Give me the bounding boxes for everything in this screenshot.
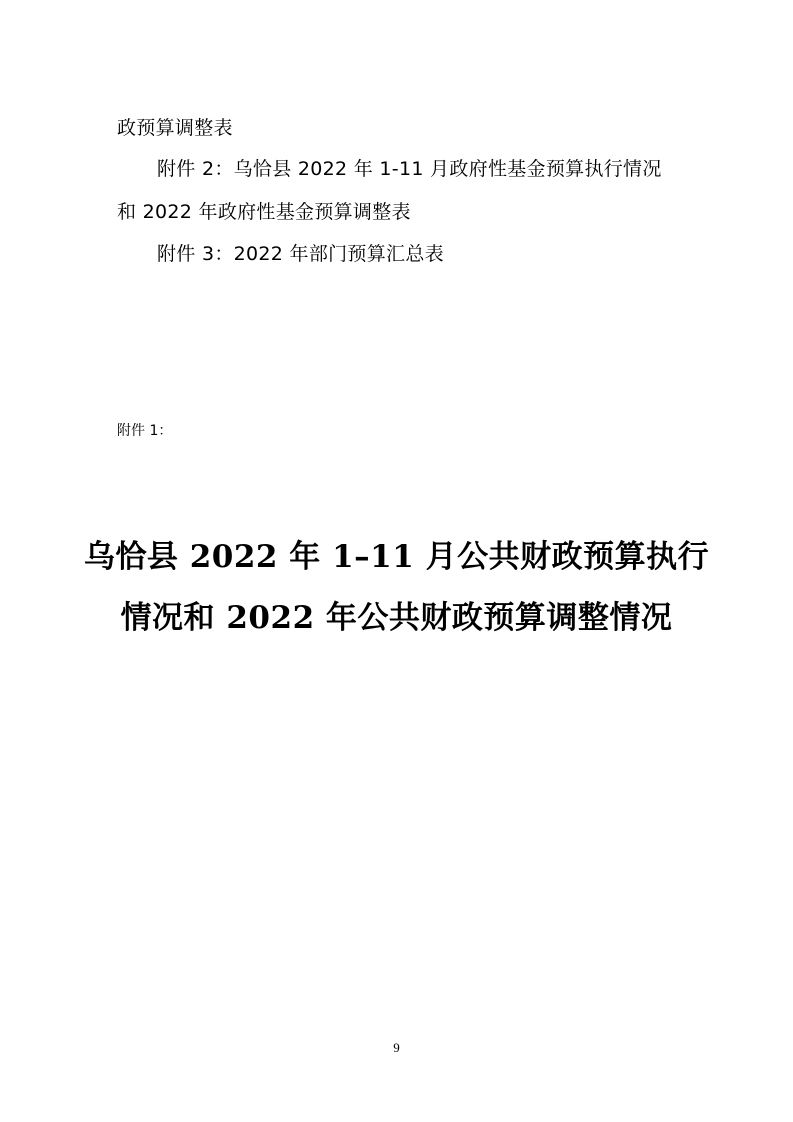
attachment-label: 附件 1： — [117, 423, 173, 439]
attachment-list-line-1: 政预算调整表 — [117, 117, 233, 139]
document-title-line-1: 乌恰县 2022 年 1–11 月公共财政预算执行 — [83, 539, 710, 575]
attachment-list-line-2: 附件 2：乌恰县 2022 年 1-11 月政府性基金预算执行情况 — [157, 158, 662, 180]
attachment-list-line-4: 附件 3：2022 年部门预算汇总表 — [157, 243, 444, 265]
page-number: 9 — [393, 1040, 400, 1055]
attachment-list-line-3: 和 2022 年政府性基金预算调整表 — [117, 201, 411, 223]
document-title-line-2: 情况和 2022 年公共财政预算调整情况 — [120, 600, 673, 636]
